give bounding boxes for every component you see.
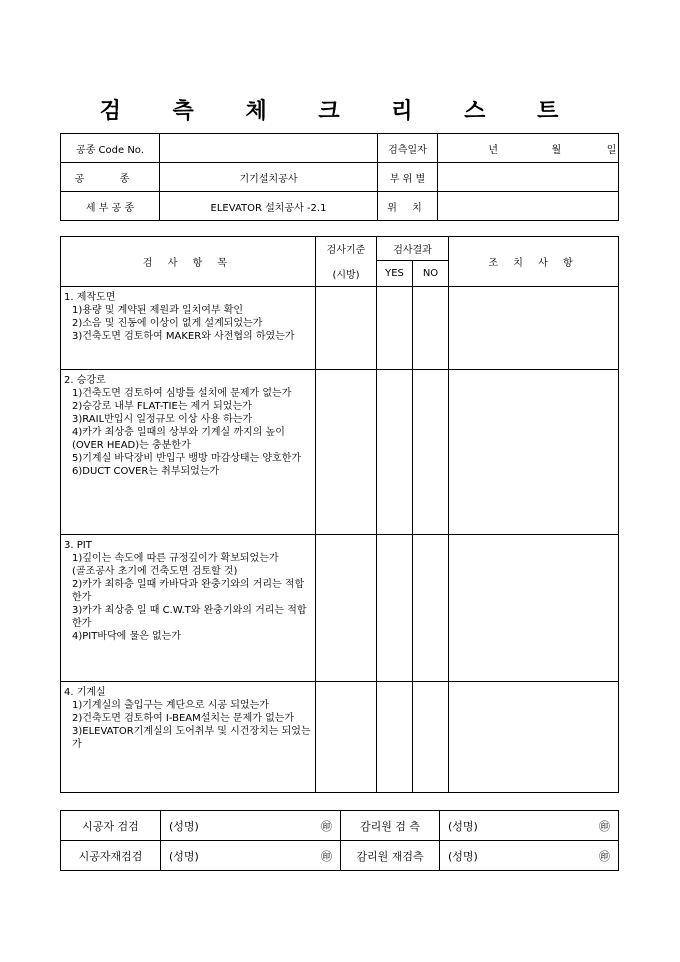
seal-icon: ㊞ (321, 819, 332, 833)
check-line: 1)용량 및 계약된 제원과 일치여부 확인 (72, 305, 244, 316)
standard-cell[interactable] (316, 370, 377, 535)
col-result-header: 검사결과 (377, 237, 449, 261)
check-line: 2)소음 및 진동에 이상이 없게 설계되었는가 (72, 318, 263, 329)
contractor-inspect-label: 시공자 검검 (61, 811, 161, 841)
col-standard-header: 검사기준 (316, 237, 377, 261)
name-label: (성명) (169, 849, 199, 863)
check-line: 3)RAIL반입시 일정규모 이상 사용 하는가 (72, 414, 253, 425)
checklist-table (60, 236, 619, 793)
yes-cell[interactable] (377, 535, 413, 682)
col-action-header: 조 치 사 항 (449, 237, 619, 287)
standard-cell[interactable] (316, 287, 377, 370)
check-item-drawings (61, 287, 316, 370)
check-line: 2)건축도면 검토하여 I-BEAM설치는 문제가 없는가 (72, 713, 295, 724)
contractor-reinspect-signature[interactable] (161, 841, 341, 871)
name-label: (성명) (448, 819, 478, 833)
supervisor-inspect-signature[interactable] (440, 811, 619, 841)
no-cell[interactable] (413, 535, 449, 682)
table-row (61, 287, 619, 370)
detail-value[interactable]: ELEVATOR 설치공사 -2.1 (160, 192, 378, 221)
action-cell[interactable] (449, 287, 619, 370)
detail-label: 세 부 공 종 (61, 192, 160, 221)
date-month: 월 (551, 144, 562, 156)
col-standard-sub: (시방) (316, 261, 377, 287)
check-line: 2)승강로 내부 FLAT-TIE는 제거 되었는가 (72, 401, 252, 412)
check-line: 1)기계실의 출입구는 계단으로 시공 되었는가 (72, 700, 269, 711)
code-value[interactable] (160, 134, 378, 163)
check-line: 3)건축도면 검토하여 MAKER와 사전협의 하였는가 (72, 331, 295, 342)
yes-cell[interactable] (377, 370, 413, 535)
section-heading: 1. 제작도면 (64, 292, 116, 303)
no-cell[interactable] (413, 682, 449, 793)
yes-cell[interactable] (377, 682, 413, 793)
table-row (61, 682, 619, 793)
action-cell[interactable] (449, 370, 619, 535)
supervisor-reinspect-label: 감리원 재검측 (341, 841, 440, 871)
check-line: 3)카가 최상층 일 때 C.W.T와 완충기와의 거리는 적합한가 (72, 605, 307, 629)
supervisor-reinspect-signature[interactable] (440, 841, 619, 871)
location-value[interactable] (438, 192, 619, 221)
part-label: 부 위 별 (378, 163, 438, 192)
code-label: 공종 Code No. (61, 134, 160, 163)
seal-icon: ㊞ (321, 849, 332, 863)
table-row (61, 535, 619, 682)
table-row (61, 370, 619, 535)
col-yes-header: YES (377, 261, 413, 287)
seal-icon: ㊞ (599, 849, 610, 863)
col-no-header: NO (413, 261, 449, 287)
action-cell[interactable] (449, 535, 619, 682)
check-item-machine-room (61, 682, 316, 793)
no-cell[interactable] (413, 287, 449, 370)
date-value[interactable] (438, 134, 619, 163)
name-label: (성명) (448, 849, 478, 863)
date-label: 검측일자 (378, 134, 438, 163)
name-label: (성명) (169, 819, 199, 833)
check-line: 4)PIT바닥에 물은 없는가 (72, 631, 181, 642)
check-line: 6)DUCT COVER는 취부되었는가 (72, 466, 220, 477)
contractor-reinspect-label: 시공자재검검 (61, 841, 161, 871)
location-label: 위 치 (378, 192, 438, 221)
check-line: 1)깊이는 속도에 따른 규정깊이가 확보되었는가 (72, 553, 279, 564)
check-line: 2)카가 최하층 일때 카바닥과 완충기와의 거리는 적합한가 (72, 579, 305, 603)
check-line: 5)기계실 바닥장비 반입구 뱅방 마감상태는 양호한가 (72, 453, 302, 464)
section-heading: 4. 기계실 (64, 687, 106, 698)
check-line: 3)ELEVATOR기계실의 도어취부 및 시건장치는 되었는가 (72, 726, 311, 750)
seal-icon: ㊞ (599, 819, 610, 833)
check-line: 1)건축도면 검토하여 심방틀 설치에 문제가 없는가 (72, 388, 292, 399)
section-heading: 3. PIT (64, 540, 92, 551)
no-cell[interactable] (413, 370, 449, 535)
check-item-hoistway (61, 370, 316, 535)
col-items-header: 검 사 항 목 (61, 237, 316, 287)
check-line: 4)카가 최상층 일때의 상부와 기계실 까지의 높이(OVER HEAD)는 충분한가 (72, 427, 285, 451)
supervisor-inspect-label: 감리원 검 측 (341, 811, 440, 841)
contractor-inspect-signature[interactable] (161, 811, 341, 841)
check-item-pit (61, 535, 316, 682)
section-heading: 2. 승강로 (64, 375, 106, 386)
work-label: 공 종 (61, 163, 160, 192)
document-title: 검 측 체 크 리 스 트 (99, 98, 581, 124)
date-day: 일 (606, 144, 617, 156)
signature-table (60, 810, 619, 871)
standard-cell[interactable] (316, 535, 377, 682)
yes-cell[interactable] (377, 287, 413, 370)
header-table (60, 133, 619, 221)
check-line: (골조공사 초기에 건축도면 검토할 것) (72, 566, 238, 577)
date-year: 년 (488, 144, 498, 156)
standard-cell[interactable] (316, 682, 377, 793)
action-cell[interactable] (449, 682, 619, 793)
part-value[interactable] (438, 163, 619, 192)
work-value[interactable]: 기기설치공사 (160, 163, 378, 192)
